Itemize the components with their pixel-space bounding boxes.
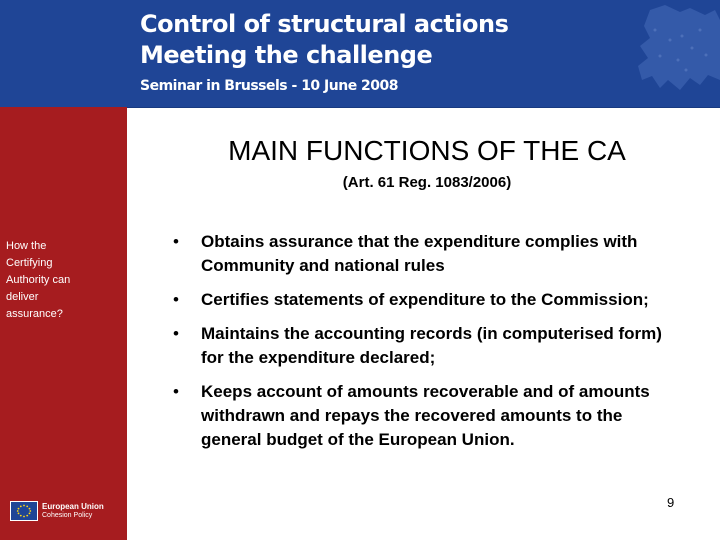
header-title-line-1: Control of structural actions [140, 10, 509, 38]
bullet-icon: • [173, 290, 179, 309]
eu-flag-icon [10, 501, 38, 521]
list-item [170, 288, 670, 312]
sidebar-question-line: deliver [6, 291, 39, 303]
eu-logo-subtitle: Cohesion Policy [42, 512, 93, 519]
header-banner [0, 0, 720, 108]
sidebar-question-line: Authority can [6, 274, 71, 286]
sidebar-question-line: How the [6, 240, 47, 252]
list-item-text: Maintains the accounting records (in computerised form) for the expenditure declared; [201, 324, 662, 367]
page-number: 9 [667, 495, 675, 510]
list-item [170, 380, 670, 452]
eu-cohesion-logo [10, 500, 104, 522]
europe-map-icon [620, 0, 720, 107]
list-item [170, 322, 670, 370]
sidebar-question-line: assurance? [6, 308, 63, 320]
slide-subtitle: (Art. 61 Reg. 1083/2006) [342, 174, 512, 191]
list-item-text: Keeps account of amounts recoverable and of amounts withdrawn and repays the recovered amounts to the general budget of the European Union. [201, 382, 650, 449]
sidebar-question-line: Certifying [6, 257, 53, 269]
header-seminar-line: Seminar in Brussels - 10 June 2008 [140, 78, 399, 94]
list-item-text: Obtains assurance that the expenditure complies with Community and national rules [201, 232, 638, 275]
bullet-icon: • [173, 232, 179, 251]
eu-logo-name: European Union [42, 502, 104, 511]
eu-logo-text [42, 502, 104, 520]
list-item-text: Certifies statements of expenditure to the Commission; [201, 290, 649, 309]
functions-list [170, 230, 670, 452]
sidebar-panel [0, 107, 127, 540]
sidebar-question [6, 238, 116, 323]
list-item [170, 230, 670, 278]
header-title-line-2: Meeting the challenge [140, 41, 433, 69]
bullet-icon: • [173, 382, 179, 401]
bullet-icon: • [173, 324, 179, 343]
slide-title: MAIN FUNCTIONS OF THE CA [228, 135, 626, 166]
